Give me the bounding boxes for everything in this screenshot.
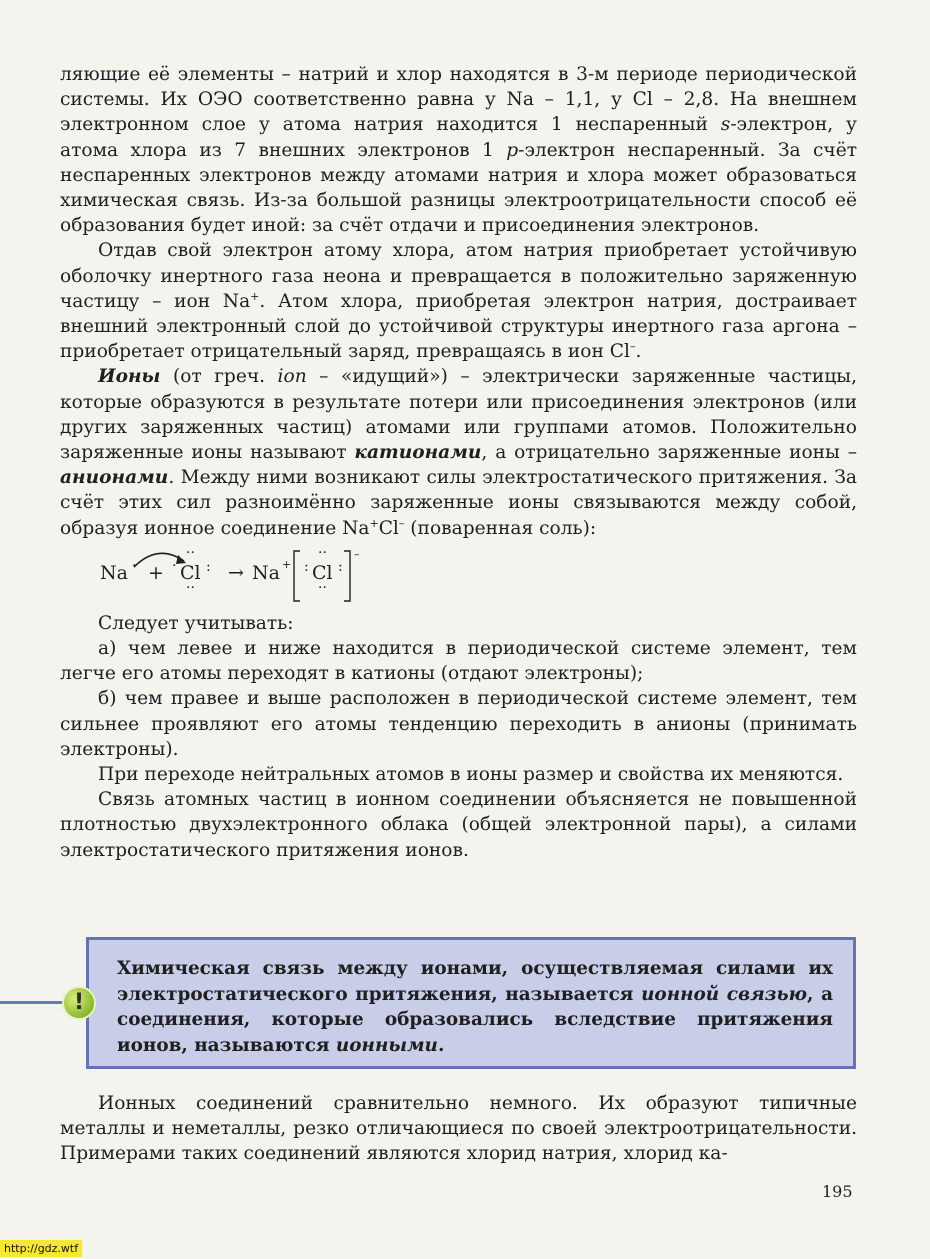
- note-item-b: б) чем правее и выше расположен в периодической системе элемент, тем сильнее проявляют его атомы тенденцию переходить в анионы (принимать электроны).: [60, 688, 857, 760]
- paragraph-ions-definition: Ионы (от греч. ion – «идущий») – электрически заряженные частицы, которые образуются в результате потери или присоединения электронов (или других заряженных частиц) атомами или группами атомов. Положительно заряженные ионы называют катионами, а отрицательно заряженные ионы – анионами. Между ними возникают силы электростатического притяжения. За счёт этих сил разноимённо заряженные ионы связываются между собой, образуя ионное соединение Na+Cl– (поваренная соль):: [60, 366, 858, 539]
- definition-callout: [86, 937, 856, 1069]
- chlorine-atom: Cl: [180, 561, 201, 584]
- note-item-a: а) чем левее и ниже находится в периодической системе элемент, тем легче его атомы переходят в катионы (отдают электроны);: [60, 638, 857, 685]
- page-number: 195: [822, 1182, 853, 1201]
- electron-dot: ·: [132, 557, 137, 574]
- reaction-arrow: →: [228, 561, 244, 584]
- term-ions: Ионы: [98, 366, 161, 388]
- plus-sign: +: [148, 561, 164, 584]
- callout-connector-line: [0, 1001, 66, 1004]
- term-ionic: ионными: [335, 1034, 438, 1056]
- page-body: [60, 62, 857, 863]
- paragraph-6: Ионных соединений сравнительно немного. Их образуют типичные металлы и неметаллы, резко отличающиеся по своей электроотрицательности. Примерами таких соединений являются хлорид натрия, хлорид ка-: [60, 1093, 857, 1165]
- paragraph-1: ляющие её элементы – натрий и хлор находятся в 3-м периоде периодической системы. Их ОЭО соответственно равна у Na – 1,1, у Cl – 2,8. На внешнем электронном слое у атома натрия находится 1 неспаренный s-электрон, у атома хлора из 7 внешних электронов 1 p-электрон неспаренный. За счёт неспаренных электронов между атомами натрия и хлора может образоваться химическая связь. Из-за большой разницы электроотрицательности способ её образования будет иной: за счёт отдачи и присоединения электронов.: [60, 64, 858, 237]
- paragraph-2: Отдав свой электрон атому хлора, атом натрия приобретает устойчивую оболочку инертного газа неона и превращается в положительно заряженную частицу – ион Na+. Атом хлора, приобретая электрон натрия, достраивает внешний электронный слой до устойчивой структуры инертного газа аргона – приобретает отрицательный заряд, превращаясь в ион Cl–.: [60, 240, 857, 363]
- p-orbital: p: [506, 139, 519, 161]
- paragraph-4: При переходе нейтральных атомов в ионы размер и свойства их меняются.: [98, 764, 844, 786]
- note-lead: Следует учитывать:: [98, 612, 294, 634]
- ionic-bond-equation: Na · + · ·· Cl ·· : → Na + : ·· Cl ·· : –: [60, 543, 857, 607]
- paragraph-5: Связь атомных частиц в ионном соединении объясняется не повышенной плотностью двухэлектронного облака (общей электронной пары), а силами электростатического притяжения ионов.: [60, 789, 857, 861]
- sodium-ion: Na: [252, 561, 280, 584]
- term-ionic-bond: ионной связью: [641, 983, 808, 1005]
- s-orbital: s: [720, 114, 731, 136]
- chloride-ion: Cl: [312, 561, 333, 584]
- watermark-link[interactable]: http://gdz.wtf: [0, 1240, 82, 1257]
- callout-text: Химическая связь между ионами, осуществляемая силами их электростатического притяжения, называется ионной связью, а соединения, которые образовались вследствие притяжения ионов, называются ионными.: [117, 958, 833, 1056]
- exclamation-icon: !: [62, 986, 96, 1020]
- term-cations: катионами: [354, 442, 482, 464]
- sodium-atom: Na: [100, 561, 128, 584]
- term-anions: анионами: [60, 467, 169, 489]
